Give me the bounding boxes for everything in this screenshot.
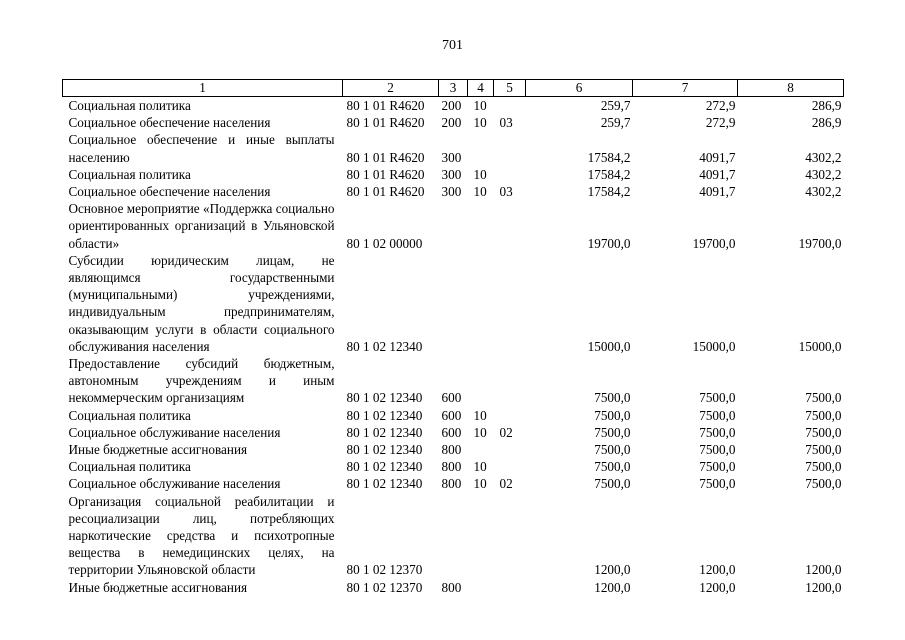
row-amount-col7: 7500,0	[699, 424, 736, 440]
header-col-7: 7	[633, 80, 738, 97]
row-code: 80 1 01 R4620	[346, 184, 425, 200]
row-amount-col6: 7500,0	[594, 424, 631, 440]
row-subsection	[494, 493, 526, 579]
row-amount-col8: 1200,0	[805, 579, 842, 595]
table-row	[63, 441, 844, 458]
row-subsection	[494, 131, 526, 165]
table-row	[63, 493, 844, 579]
row-name: Социальная политика	[68, 166, 191, 182]
table-row	[63, 579, 844, 596]
table-row	[63, 407, 844, 424]
row-expense-type: 600	[441, 390, 462, 406]
header-col-1: 1	[63, 80, 343, 97]
row-amount-col7: 4091,7	[699, 184, 736, 200]
row-subsection	[494, 355, 526, 407]
row-subsection: 02	[499, 476, 513, 492]
row-name: Иные бюджетные ассигнования	[68, 442, 248, 458]
row-section	[468, 493, 494, 579]
header-row	[63, 80, 844, 97]
row-expense-type: 600	[441, 424, 462, 440]
row-subsection	[494, 579, 526, 596]
row-amount-col6: 17584,2	[587, 184, 631, 200]
row-amount-col8: 7500,0	[805, 442, 842, 458]
row-code: 80 1 02 00000	[346, 235, 423, 251]
row-expense-type: 300	[441, 166, 462, 182]
row-expense-type	[439, 493, 468, 579]
row-amount-col6: 15000,0	[587, 338, 631, 354]
row-section: 10	[473, 476, 487, 492]
row-subsection: 03	[499, 184, 513, 200]
page-number: 701	[442, 38, 463, 53]
row-amount-col6: 7500,0	[594, 407, 631, 423]
row-expense-type: 600	[441, 407, 462, 423]
row-name: Субсидии юридическим лицам, не являющимся государственными (муниципальными) учреждениями, индивидуальным предпринимателям, оказывающим услуги в области социального обслуживания населения	[68, 252, 335, 354]
row-expense-type: 800	[441, 476, 462, 492]
row-section	[468, 200, 494, 252]
row-expense-type: 800	[441, 579, 462, 595]
row-name: Социальное обеспечение и иные выплаты населению	[68, 132, 335, 165]
budget-table	[62, 79, 844, 596]
row-amount-col6: 1200,0	[594, 562, 631, 578]
row-expense-type: 200	[441, 115, 462, 131]
table-row	[63, 475, 844, 492]
row-name: Иные бюджетные ассигнования	[68, 579, 248, 595]
row-section: 10	[473, 98, 487, 113]
row-section: 10	[473, 184, 487, 200]
row-subsection	[494, 97, 526, 115]
row-amount-col8: 4302,2	[805, 149, 842, 165]
row-code: 80 1 02 12340	[346, 390, 423, 406]
header-col-8: 8	[738, 80, 844, 97]
row-code: 80 1 01 R4620	[346, 166, 425, 182]
table-row	[63, 458, 844, 475]
row-section	[468, 252, 494, 355]
row-code: 80 1 02 12340	[346, 459, 423, 475]
row-code: 80 1 02 12370	[346, 579, 423, 595]
row-expense-type: 800	[441, 442, 462, 458]
row-code: 80 1 02 12340	[346, 424, 423, 440]
row-subsection	[494, 252, 526, 355]
row-amount-col7: 19700,0	[692, 235, 736, 251]
row-section: 10	[473, 424, 487, 440]
row-code: 80 1 02 12340	[346, 476, 423, 492]
row-expense-type: 300	[441, 149, 462, 165]
row-expense-type: 300	[441, 184, 462, 200]
row-code: 80 1 02 12340	[346, 407, 423, 423]
row-name: Социальная политика	[68, 98, 191, 113]
row-name: Социальное обеспечение населения	[68, 115, 271, 131]
row-section	[468, 441, 494, 458]
row-amount-col7: 1200,0	[699, 579, 736, 595]
row-section	[468, 579, 494, 596]
row-name: Организация социальной реабилитации и ресоциализации лиц, потребляющих наркотические средства и психотропные вещества в немедицинских целях, на территории Ульяновской области	[68, 493, 335, 578]
table-row	[63, 252, 844, 355]
row-amount-col7: 7500,0	[699, 407, 736, 423]
row-section: 10	[473, 115, 487, 131]
row-expense-type	[439, 200, 468, 252]
row-subsection	[494, 166, 526, 183]
row-expense-type: 200	[441, 98, 462, 113]
table-row	[63, 424, 844, 441]
row-amount-col8: 7500,0	[805, 407, 842, 423]
row-amount-col8: 4302,2	[805, 166, 842, 182]
row-amount-col8: 7500,0	[805, 424, 842, 440]
row-amount-col6: 259,7	[600, 98, 631, 113]
table-row	[63, 97, 844, 115]
row-amount-col6: 7500,0	[594, 390, 631, 406]
row-subsection	[494, 458, 526, 475]
row-amount-col8: 15000,0	[798, 338, 842, 354]
row-code: 80 1 02 12340	[346, 442, 423, 458]
row-amount-col8: 4302,2	[805, 184, 842, 200]
row-section	[468, 131, 494, 165]
row-expense-type: 800	[441, 459, 462, 475]
row-amount-col6: 7500,0	[594, 476, 631, 492]
row-subsection: 02	[499, 424, 513, 440]
row-amount-col7: 4091,7	[699, 149, 736, 165]
row-code: 80 1 02 12370	[346, 562, 423, 578]
row-name: Основное мероприятие «Поддержка социально ориентированных организаций в Ульяновской области»	[68, 201, 335, 251]
table-row	[63, 183, 844, 200]
header-col-5: 5	[494, 80, 526, 97]
header-col-4: 4	[468, 80, 494, 97]
row-amount-col8: 286,9	[811, 115, 842, 131]
row-subsection	[494, 441, 526, 458]
row-code: 80 1 01 R4620	[346, 115, 425, 131]
row-amount-col7: 1200,0	[699, 562, 736, 578]
row-code: 80 1 02 12340	[346, 338, 423, 354]
row-subsection	[494, 200, 526, 252]
table-row	[63, 200, 844, 252]
row-amount-col8: 7500,0	[805, 476, 842, 492]
row-amount-col7: 7500,0	[699, 390, 736, 406]
row-amount-col7: 7500,0	[699, 459, 736, 475]
row-amount-col7: 272,9	[705, 115, 736, 131]
table-row	[63, 166, 844, 183]
table-row	[63, 131, 844, 165]
row-amount-col8: 19700,0	[798, 235, 842, 251]
row-section: 10	[473, 407, 487, 423]
row-amount-col7: 15000,0	[692, 338, 736, 354]
row-name: Социальное обслуживание населения	[68, 424, 281, 440]
row-amount-col6: 17584,2	[587, 166, 631, 182]
row-amount-col6: 1200,0	[594, 579, 631, 595]
row-section	[468, 355, 494, 407]
row-amount-col7: 272,9	[705, 98, 736, 113]
row-name: Социальное обслуживание населения	[68, 476, 281, 492]
row-amount-col8: 1200,0	[805, 562, 842, 578]
row-amount-col8: 7500,0	[805, 459, 842, 475]
row-name: Социальная политика	[68, 459, 191, 475]
table-row	[63, 114, 844, 131]
header-col-6: 6	[526, 80, 633, 97]
row-name: Предоставление субсидий бюджетным, автономным учреждениям и иным некоммерческим организациям	[68, 356, 335, 406]
row-subsection: 03	[499, 115, 513, 131]
row-amount-col8: 7500,0	[805, 390, 842, 406]
header-col-3: 3	[439, 80, 468, 97]
row-amount-col7: 7500,0	[699, 476, 736, 492]
row-name: Социальная политика	[68, 407, 191, 423]
row-subsection	[494, 407, 526, 424]
row-code: 80 1 01 R4620	[346, 98, 425, 113]
row-name: Социальное обеспечение населения	[68, 184, 271, 200]
row-amount-col6: 19700,0	[587, 235, 631, 251]
table-row	[63, 355, 844, 407]
row-expense-type	[439, 252, 468, 355]
row-amount-col6: 259,7	[600, 115, 631, 131]
header-col-2: 2	[343, 80, 439, 97]
row-amount-col8: 286,9	[811, 98, 842, 113]
row-code: 80 1 01 R4620	[346, 149, 425, 165]
row-amount-col7: 7500,0	[699, 442, 736, 458]
row-amount-col6: 7500,0	[594, 459, 631, 475]
row-amount-col7: 4091,7	[699, 166, 736, 182]
row-amount-col6: 7500,0	[594, 442, 631, 458]
row-section: 10	[473, 459, 487, 475]
row-section: 10	[473, 166, 487, 182]
row-amount-col6: 17584,2	[587, 149, 631, 165]
